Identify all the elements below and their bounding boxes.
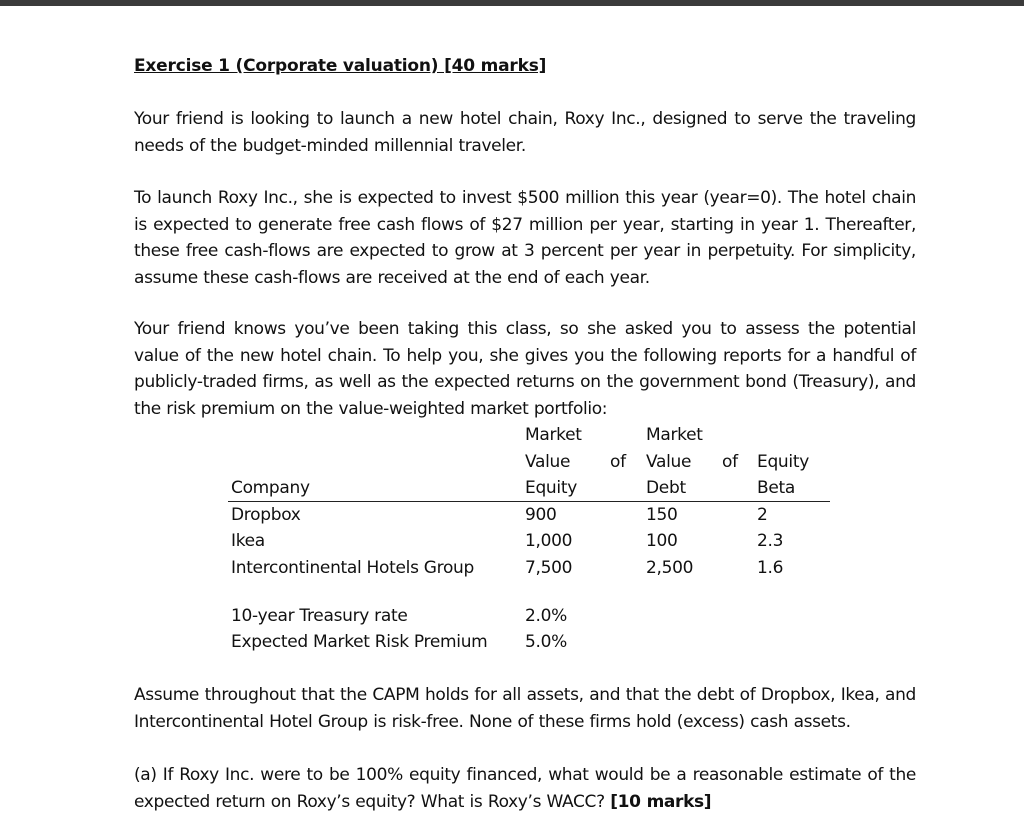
row-company: Intercontinental Hotels Group bbox=[231, 558, 475, 578]
row-beta: 2.3 bbox=[757, 531, 784, 551]
treasury-rate-value: 2.0% bbox=[525, 606, 567, 626]
window-top-border bbox=[0, 0, 1024, 6]
header-debt-line3: Debt bbox=[646, 478, 686, 498]
question-a-marks: [10 marks] bbox=[610, 791, 712, 812]
question-a bbox=[134, 762, 916, 815]
header-equity-of: of bbox=[610, 452, 626, 472]
row-equity: 1,000 bbox=[525, 531, 573, 551]
header-debt-line1: Market bbox=[646, 425, 703, 445]
row-equity: 7,500 bbox=[525, 558, 573, 578]
row-debt: 100 bbox=[646, 531, 678, 551]
row-debt: 150 bbox=[646, 505, 678, 525]
header-beta-line1: Equity bbox=[757, 452, 809, 472]
assumptions-paragraph: Assume throughout that the CAPM holds for all assets, and that the debt of Dropbox, Ikea, and Intercontinental Hotel Group is risk-free. None of these firms hold (excess) cash assets. bbox=[134, 685, 916, 732]
header-company: Company bbox=[231, 478, 310, 498]
question-a-text: (a) If Roxy Inc. were to be 100% equity financed, what would be a reasonable estimate of the expected return on Roxy’s equity? What is Roxy’s WACC? bbox=[134, 765, 916, 812]
context-paragraph: Your friend knows you’ve been taking this class, so she asked you to assess the potential value of the new hotel chain. To help you, she gives you the following reports for a handful of publicly-traded firms, as well as the expected returns on the government bond (Treasury), and the risk premium on the value-weighted market portfolio: bbox=[134, 319, 916, 419]
row-beta: 2 bbox=[757, 505, 768, 525]
intro-paragraph: Your friend is looking to launch a new hotel chain, Roxy Inc., designed to serve the traveling needs of the budget-minded millennial traveler. bbox=[134, 109, 916, 156]
exercise-heading: Exercise 1 (Corporate valuation) [40 marks] bbox=[134, 56, 547, 76]
header-equity-line2: Value bbox=[525, 452, 571, 472]
treasury-rate-label: 10-year Treasury rate bbox=[231, 606, 408, 626]
header-debt-of: of bbox=[722, 452, 738, 472]
investment-paragraph: To launch Roxy Inc., she is expected to invest $500 million this year (year=0). The hotel chain is expected to generate free cash flows of $27 million per year, starting in year 1. Thereafter, these free cash-flows are expected to grow at 3 percent per year in perpetuity. For simplicity, assume these cash-flows are received at the end of each year. bbox=[134, 188, 916, 288]
row-debt: 2,500 bbox=[646, 558, 694, 578]
header-beta-line2: Beta bbox=[757, 478, 796, 498]
row-company: Dropbox bbox=[231, 505, 301, 525]
market-risk-premium-value: 5.0% bbox=[525, 632, 567, 652]
header-debt-line2: Value bbox=[646, 452, 692, 472]
row-beta: 1.6 bbox=[757, 558, 784, 578]
market-risk-premium-label: Expected Market Risk Premium bbox=[231, 632, 488, 652]
row-company: Ikea bbox=[231, 531, 265, 551]
header-equity-line1: Market bbox=[525, 425, 582, 445]
header-equity-line3: Equity bbox=[525, 478, 577, 498]
row-equity: 900 bbox=[525, 505, 557, 525]
